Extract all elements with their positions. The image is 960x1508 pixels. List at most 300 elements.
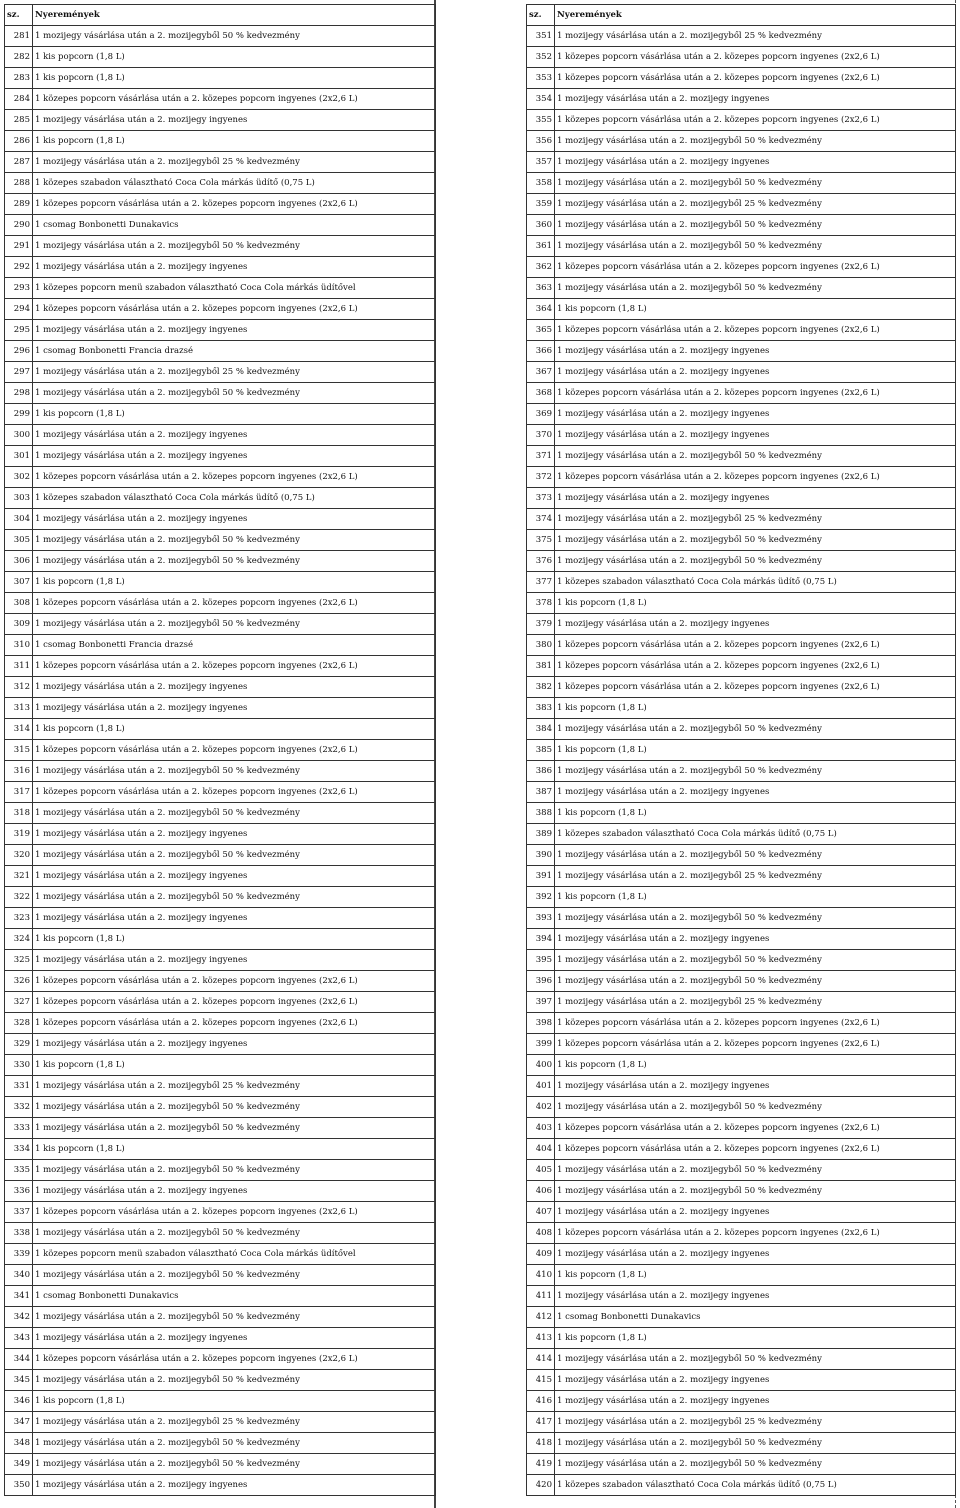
table-row bbox=[527, 593, 956, 614]
prize-description: 1 mozijegy vásárlása után a 2. mozijegy ingyenes bbox=[555, 614, 956, 635]
table-row bbox=[5, 1328, 436, 1349]
row-number: 420 bbox=[527, 1475, 555, 1496]
row-number: 406 bbox=[527, 1181, 555, 1202]
row-number: 342 bbox=[5, 1307, 33, 1328]
prize-description: 1 közepes popcorn vásárlása után a 2. közepes popcorn ingyenes (2x2,6 L) bbox=[555, 1118, 956, 1139]
table-row bbox=[527, 1370, 956, 1391]
table-row bbox=[527, 614, 956, 635]
prize-description: 1 mozijegy vásárlása után a 2. mozijegy ingyenes bbox=[33, 446, 436, 467]
row-number: 357 bbox=[527, 152, 555, 173]
row-number: 405 bbox=[527, 1160, 555, 1181]
prize-description: 1 közepes szabadon választható Coca Cola márkás üdítő (0,75 L) bbox=[555, 824, 956, 845]
prize-description: 1 kis popcorn (1,8 L) bbox=[555, 593, 956, 614]
prize-description: 1 mozijegy vásárlása után a 2. mozijegy ingyenes bbox=[555, 1202, 956, 1223]
prize-description: 1 mozijegy vásárlása után a 2. mozijegyből 50 % kedvezmény bbox=[555, 1097, 956, 1118]
prize-description: 1 kis popcorn (1,8 L) bbox=[33, 1139, 436, 1160]
prize-description: 1 közepes popcorn vásárlása után a 2. közepes popcorn ingyenes (2x2,6 L) bbox=[555, 635, 956, 656]
table-row bbox=[5, 89, 436, 110]
row-number: 414 bbox=[527, 1349, 555, 1370]
prize-description: 1 mozijegy vásárlása után a 2. mozijegy ingyenes bbox=[33, 698, 436, 719]
prize-table-left bbox=[4, 4, 436, 1496]
table-row bbox=[527, 173, 956, 194]
table-row bbox=[527, 866, 956, 887]
table-row bbox=[527, 1454, 956, 1475]
row-number: 309 bbox=[5, 614, 33, 635]
row-number: 322 bbox=[5, 887, 33, 908]
row-number: 340 bbox=[5, 1265, 33, 1286]
prize-description: 1 közepes popcorn vásárlása után a 2. közepes popcorn ingyenes (2x2,6 L) bbox=[33, 1349, 436, 1370]
prize-description: 1 kis popcorn (1,8 L) bbox=[33, 1055, 436, 1076]
row-number: 388 bbox=[527, 803, 555, 824]
row-number: 362 bbox=[527, 257, 555, 278]
table-row bbox=[5, 1181, 436, 1202]
table-row bbox=[5, 719, 436, 740]
row-number: 339 bbox=[5, 1244, 33, 1265]
table-row bbox=[527, 635, 956, 656]
prize-description: 1 mozijegy vásárlása után a 2. mozijegyből 50 % kedvezmény bbox=[33, 551, 436, 572]
prize-description: 1 mozijegy vásárlása után a 2. mozijegyből 50 % kedvezmény bbox=[555, 530, 956, 551]
row-number: 365 bbox=[527, 320, 555, 341]
table-row bbox=[527, 89, 956, 110]
prize-description: 1 mozijegy vásárlása után a 2. mozijegy ingyenes bbox=[33, 257, 436, 278]
row-number: 346 bbox=[5, 1391, 33, 1412]
row-number: 378 bbox=[527, 593, 555, 614]
row-number: 297 bbox=[5, 362, 33, 383]
header-prizes: Nyeremények bbox=[33, 5, 436, 26]
table-row bbox=[527, 1181, 956, 1202]
row-number: 412 bbox=[527, 1307, 555, 1328]
prize-description: 1 mozijegy vásárlása után a 2. mozijegyből 50 % kedvezmény bbox=[33, 1433, 436, 1454]
table-row bbox=[5, 1055, 436, 1076]
table-row bbox=[527, 320, 956, 341]
row-number: 385 bbox=[527, 740, 555, 761]
row-number: 390 bbox=[527, 845, 555, 866]
row-number: 303 bbox=[5, 488, 33, 509]
row-number: 317 bbox=[5, 782, 33, 803]
prize-description: 1 közepes popcorn vásárlása után a 2. közepes popcorn ingyenes (2x2,6 L) bbox=[33, 740, 436, 761]
prize-description: 1 mozijegy vásárlása után a 2. mozijegy ingyenes bbox=[555, 362, 956, 383]
table-row bbox=[5, 971, 436, 992]
prize-description: 1 közepes popcorn vásárlása után a 2. közepes popcorn ingyenes (2x2,6 L) bbox=[33, 971, 436, 992]
prize-description: 1 mozijegy vásárlása után a 2. mozijegyből 50 % kedvezmény bbox=[555, 971, 956, 992]
table-row bbox=[527, 1433, 956, 1454]
prize-description: 1 mozijegy vásárlása után a 2. mozijegy ingyenes bbox=[33, 908, 436, 929]
table-row bbox=[527, 110, 956, 131]
prize-description: 1 kis popcorn (1,8 L) bbox=[555, 740, 956, 761]
table-row bbox=[5, 26, 436, 47]
row-number: 380 bbox=[527, 635, 555, 656]
table-row bbox=[5, 1454, 436, 1475]
row-number: 304 bbox=[5, 509, 33, 530]
row-number: 316 bbox=[5, 761, 33, 782]
row-number: 356 bbox=[527, 131, 555, 152]
table-row bbox=[527, 824, 956, 845]
prize-description: 1 kis popcorn (1,8 L) bbox=[555, 1055, 956, 1076]
prize-description: 1 mozijegy vásárlása után a 2. mozijegyből 50 % kedvezmény bbox=[33, 1223, 436, 1244]
table-row bbox=[5, 1475, 436, 1496]
table-row bbox=[527, 971, 956, 992]
table-row bbox=[5, 194, 436, 215]
prize-description: 1 mozijegy vásárlása után a 2. mozijegy ingyenes bbox=[555, 1391, 956, 1412]
row-number: 294 bbox=[5, 299, 33, 320]
table-row bbox=[5, 68, 436, 89]
prize-description: 1 mozijegy vásárlása után a 2. mozijegyből 50 % kedvezmény bbox=[555, 950, 956, 971]
row-number: 318 bbox=[5, 803, 33, 824]
prize-description: 1 közepes popcorn vásárlása után a 2. közepes popcorn ingyenes (2x2,6 L) bbox=[555, 68, 956, 89]
row-number: 399 bbox=[527, 1034, 555, 1055]
table-row bbox=[527, 992, 956, 1013]
table-row bbox=[5, 509, 436, 530]
row-number: 391 bbox=[527, 866, 555, 887]
prize-description: 1 közepes popcorn menü szabadon választható Coca Cola márkás üdítővel bbox=[33, 1244, 436, 1265]
prize-description: 1 mozijegy vásárlása után a 2. mozijegy ingyenes bbox=[555, 1370, 956, 1391]
prize-description: 1 mozijegy vásárlása után a 2. mozijegy ingyenes bbox=[33, 950, 436, 971]
row-number: 307 bbox=[5, 572, 33, 593]
prize-description: 1 kis popcorn (1,8 L) bbox=[555, 803, 956, 824]
prize-description: 1 közepes popcorn vásárlása után a 2. közepes popcorn ingyenes (2x2,6 L) bbox=[33, 593, 436, 614]
table-row bbox=[527, 1475, 956, 1496]
prize-description: 1 mozijegy vásárlása után a 2. mozijegyből 25 % kedvezmény bbox=[555, 26, 956, 47]
row-number: 336 bbox=[5, 1181, 33, 1202]
row-number: 379 bbox=[527, 614, 555, 635]
row-number: 290 bbox=[5, 215, 33, 236]
table-row bbox=[527, 1286, 956, 1307]
prize-description: 1 közepes popcorn vásárlása után a 2. közepes popcorn ingyenes (2x2,6 L) bbox=[555, 110, 956, 131]
prize-description: 1 közepes popcorn vásárlása után a 2. közepes popcorn ingyenes (2x2,6 L) bbox=[555, 1223, 956, 1244]
row-number: 323 bbox=[5, 908, 33, 929]
table-row bbox=[5, 362, 436, 383]
table-row bbox=[527, 257, 956, 278]
table-row bbox=[5, 110, 436, 131]
table-row bbox=[527, 1307, 956, 1328]
table-row bbox=[5, 257, 436, 278]
prize-description: 1 mozijegy vásárlása után a 2. mozijegy ingyenes bbox=[555, 1244, 956, 1265]
table-row bbox=[527, 740, 956, 761]
prize-description: 1 mozijegy vásárlása után a 2. mozijegyből 50 % kedvezmény bbox=[33, 1160, 436, 1181]
table-row bbox=[5, 1118, 436, 1139]
prize-description: 1 közepes popcorn vásárlása után a 2. közepes popcorn ingyenes (2x2,6 L) bbox=[555, 47, 956, 68]
row-number: 305 bbox=[5, 530, 33, 551]
row-number: 310 bbox=[5, 635, 33, 656]
table-row bbox=[5, 404, 436, 425]
row-number: 308 bbox=[5, 593, 33, 614]
prize-description: 1 mozijegy vásárlása után a 2. mozijegyből 50 % kedvezmény bbox=[33, 614, 436, 635]
table-row bbox=[527, 1160, 956, 1181]
header-number: sz. bbox=[527, 5, 555, 26]
prize-description: 1 mozijegy vásárlása után a 2. mozijegy ingyenes bbox=[33, 677, 436, 698]
table-row bbox=[527, 1013, 956, 1034]
prize-description: 1 mozijegy vásárlása után a 2. mozijegyből 50 % kedvezmény bbox=[555, 845, 956, 866]
row-number: 332 bbox=[5, 1097, 33, 1118]
table-row bbox=[527, 425, 956, 446]
row-number: 369 bbox=[527, 404, 555, 425]
table-row bbox=[527, 761, 956, 782]
row-number: 334 bbox=[5, 1139, 33, 1160]
prize-description: 1 mozijegy vásárlása után a 2. mozijegy ingyenes bbox=[33, 1475, 436, 1496]
table-row bbox=[5, 1244, 436, 1265]
prize-description: 1 mozijegy vásárlása után a 2. mozijegy ingyenes bbox=[33, 866, 436, 887]
table-row bbox=[527, 404, 956, 425]
prize-description: 1 kis popcorn (1,8 L) bbox=[33, 1391, 436, 1412]
row-number: 287 bbox=[5, 152, 33, 173]
row-number: 359 bbox=[527, 194, 555, 215]
prize-description: 1 mozijegy vásárlása után a 2. mozijegyből 50 % kedvezmény bbox=[33, 530, 436, 551]
table-row bbox=[5, 131, 436, 152]
prize-description: 1 mozijegy vásárlása után a 2. mozijegy ingyenes bbox=[555, 89, 956, 110]
table-row bbox=[5, 551, 436, 572]
table-row bbox=[5, 467, 436, 488]
row-number: 314 bbox=[5, 719, 33, 740]
table-row bbox=[5, 698, 436, 719]
prize-description: 1 kis popcorn (1,8 L) bbox=[555, 887, 956, 908]
header-prizes: Nyeremények bbox=[555, 5, 956, 26]
prize-description: 1 mozijegy vásárlása után a 2. mozijegy ingyenes bbox=[555, 1286, 956, 1307]
row-number: 410 bbox=[527, 1265, 555, 1286]
table-row bbox=[5, 1412, 436, 1433]
prize-description: 1 közepes popcorn vásárlása után a 2. közepes popcorn ingyenes (2x2,6 L) bbox=[555, 656, 956, 677]
table-row bbox=[527, 26, 956, 47]
table-row bbox=[5, 299, 436, 320]
prize-description: 1 közepes popcorn vásárlása után a 2. közepes popcorn ingyenes (2x2,6 L) bbox=[555, 677, 956, 698]
prize-description: 1 mozijegy vásárlása után a 2. mozijegy ingyenes bbox=[555, 488, 956, 509]
table-row bbox=[5, 383, 436, 404]
prize-description: 1 mozijegy vásárlása után a 2. mozijegy ingyenes bbox=[555, 782, 956, 803]
row-number: 333 bbox=[5, 1118, 33, 1139]
table-row bbox=[527, 530, 956, 551]
prize-description: 1 közepes popcorn vásárlása után a 2. közepes popcorn ingyenes (2x2,6 L) bbox=[33, 299, 436, 320]
prize-description: 1 csomag Bonbonetti Dunakavics bbox=[33, 215, 436, 236]
row-number: 396 bbox=[527, 971, 555, 992]
row-number: 328 bbox=[5, 1013, 33, 1034]
table-row bbox=[527, 1034, 956, 1055]
table-row bbox=[5, 824, 436, 845]
table-row bbox=[527, 236, 956, 257]
row-number: 367 bbox=[527, 362, 555, 383]
row-number: 301 bbox=[5, 446, 33, 467]
row-number: 366 bbox=[527, 341, 555, 362]
table-row bbox=[527, 719, 956, 740]
row-number: 397 bbox=[527, 992, 555, 1013]
prize-description: 1 mozijegy vásárlása után a 2. mozijegyből 50 % kedvezmény bbox=[555, 551, 956, 572]
row-number: 296 bbox=[5, 341, 33, 362]
table-row bbox=[5, 950, 436, 971]
prize-description: 1 közepes popcorn vásárlása után a 2. közepes popcorn ingyenes (2x2,6 L) bbox=[555, 467, 956, 488]
prize-description: 1 mozijegy vásárlása után a 2. mozijegyből 50 % kedvezmény bbox=[33, 845, 436, 866]
prize-description: 1 mozijegy vásárlása után a 2. mozijegy ingyenes bbox=[555, 425, 956, 446]
row-number: 321 bbox=[5, 866, 33, 887]
row-number: 299 bbox=[5, 404, 33, 425]
row-number: 389 bbox=[527, 824, 555, 845]
prize-description: 1 mozijegy vásárlása után a 2. mozijegyből 50 % kedvezmény bbox=[33, 1370, 436, 1391]
table-header-row bbox=[5, 5, 436, 26]
row-number: 341 bbox=[5, 1286, 33, 1307]
row-number: 417 bbox=[527, 1412, 555, 1433]
row-number: 407 bbox=[527, 1202, 555, 1223]
row-number: 393 bbox=[527, 908, 555, 929]
table-row bbox=[527, 1349, 956, 1370]
prize-description: 1 közepes popcorn vásárlása után a 2. közepes popcorn ingyenes (2x2,6 L) bbox=[33, 89, 436, 110]
table-row bbox=[527, 299, 956, 320]
prize-description: 1 mozijegy vásárlása után a 2. mozijegy ingyenes bbox=[33, 1181, 436, 1202]
row-number: 302 bbox=[5, 467, 33, 488]
table-row bbox=[5, 845, 436, 866]
row-number: 368 bbox=[527, 383, 555, 404]
table-row bbox=[5, 341, 436, 362]
prize-description: 1 közepes popcorn vásárlása után a 2. közepes popcorn ingyenes (2x2,6 L) bbox=[33, 194, 436, 215]
row-number: 377 bbox=[527, 572, 555, 593]
table-row bbox=[5, 593, 436, 614]
table-row bbox=[527, 1097, 956, 1118]
prize-description: 1 kis popcorn (1,8 L) bbox=[555, 1328, 956, 1349]
table-row bbox=[527, 1055, 956, 1076]
prize-description: 1 mozijegy vásárlása után a 2. mozijegyből 25 % kedvezmény bbox=[33, 1076, 436, 1097]
row-number: 403 bbox=[527, 1118, 555, 1139]
table-row bbox=[5, 761, 436, 782]
row-number: 283 bbox=[5, 68, 33, 89]
prize-description: 1 mozijegy vásárlása után a 2. mozijegyből 50 % kedvezmény bbox=[33, 1307, 436, 1328]
prize-description: 1 közepes popcorn vásárlása után a 2. közepes popcorn ingyenes (2x2,6 L) bbox=[555, 1139, 956, 1160]
table-row bbox=[527, 1076, 956, 1097]
table-row bbox=[5, 173, 436, 194]
row-number: 409 bbox=[527, 1244, 555, 1265]
row-number: 292 bbox=[5, 257, 33, 278]
table-row bbox=[5, 1076, 436, 1097]
table-row bbox=[5, 1160, 436, 1181]
row-number: 344 bbox=[5, 1349, 33, 1370]
prize-description: 1 közepes szabadon választható Coca Cola márkás üdítő (0,75 L) bbox=[33, 173, 436, 194]
row-number: 376 bbox=[527, 551, 555, 572]
row-number: 312 bbox=[5, 677, 33, 698]
row-number: 291 bbox=[5, 236, 33, 257]
row-number: 313 bbox=[5, 698, 33, 719]
row-number: 398 bbox=[527, 1013, 555, 1034]
table-row bbox=[5, 1034, 436, 1055]
row-number: 326 bbox=[5, 971, 33, 992]
row-number: 281 bbox=[5, 26, 33, 47]
table-row bbox=[527, 887, 956, 908]
row-number: 315 bbox=[5, 740, 33, 761]
row-number: 411 bbox=[527, 1286, 555, 1307]
prize-description: 1 mozijegy vásárlása után a 2. mozijegyből 50 % kedvezmény bbox=[555, 719, 956, 740]
row-number: 285 bbox=[5, 110, 33, 131]
prize-description: 1 közepes popcorn menü szabadon választható Coca Cola márkás üdítővel bbox=[33, 278, 436, 299]
row-number: 384 bbox=[527, 719, 555, 740]
row-number: 335 bbox=[5, 1160, 33, 1181]
table-row bbox=[5, 1286, 436, 1307]
row-number: 400 bbox=[527, 1055, 555, 1076]
prize-description: 1 csomag Bonbonetti Dunakavics bbox=[33, 1286, 436, 1307]
row-number: 381 bbox=[527, 656, 555, 677]
prize-description: 1 mozijegy vásárlása után a 2. mozijegy ingyenes bbox=[555, 152, 956, 173]
table-row bbox=[527, 341, 956, 362]
row-number: 371 bbox=[527, 446, 555, 467]
table-row bbox=[5, 929, 436, 950]
row-number: 325 bbox=[5, 950, 33, 971]
table-row bbox=[5, 614, 436, 635]
prize-description: 1 közepes popcorn vásárlása után a 2. közepes popcorn ingyenes (2x2,6 L) bbox=[555, 383, 956, 404]
row-number: 363 bbox=[527, 278, 555, 299]
prize-description: 1 mozijegy vásárlása után a 2. mozijegyből 50 % kedvezmény bbox=[33, 761, 436, 782]
row-number: 382 bbox=[527, 677, 555, 698]
row-number: 402 bbox=[527, 1097, 555, 1118]
table-row bbox=[527, 677, 956, 698]
row-number: 282 bbox=[5, 47, 33, 68]
prize-description: 1 mozijegy vásárlása után a 2. mozijegyből 50 % kedvezmény bbox=[555, 131, 956, 152]
row-number: 293 bbox=[5, 278, 33, 299]
row-number: 331 bbox=[5, 1076, 33, 1097]
row-number: 373 bbox=[527, 488, 555, 509]
prize-description: 1 mozijegy vásárlása után a 2. mozijegyből 25 % kedvezmény bbox=[555, 194, 956, 215]
prize-description: 1 mozijegy vásárlása után a 2. mozijegyből 50 % kedvezmény bbox=[555, 1160, 956, 1181]
prize-description: 1 mozijegy vásárlása után a 2. mozijegy ingyenes bbox=[33, 509, 436, 530]
table-row bbox=[527, 656, 956, 677]
prize-description: 1 közepes popcorn vásárlása után a 2. közepes popcorn ingyenes (2x2,6 L) bbox=[33, 656, 436, 677]
table-row bbox=[5, 1265, 436, 1286]
table-row bbox=[5, 656, 436, 677]
row-number: 289 bbox=[5, 194, 33, 215]
table-row bbox=[527, 152, 956, 173]
prize-description: 1 mozijegy vásárlása után a 2. mozijegyből 50 % kedvezmény bbox=[555, 1433, 956, 1454]
row-number: 300 bbox=[5, 425, 33, 446]
table-row bbox=[527, 1139, 956, 1160]
table-row bbox=[527, 68, 956, 89]
row-number: 418 bbox=[527, 1433, 555, 1454]
prize-description: 1 mozijegy vásárlása után a 2. mozijegyből 50 % kedvezmény bbox=[33, 26, 436, 47]
row-number: 360 bbox=[527, 215, 555, 236]
row-number: 350 bbox=[5, 1475, 33, 1496]
prize-description: 1 közepes popcorn vásárlása után a 2. közepes popcorn ingyenes (2x2,6 L) bbox=[555, 1013, 956, 1034]
prize-description: 1 mozijegy vásárlása után a 2. mozijegy ingyenes bbox=[33, 110, 436, 131]
prize-description: 1 mozijegy vásárlása után a 2. mozijegyből 50 % kedvezmény bbox=[555, 236, 956, 257]
table-row bbox=[527, 845, 956, 866]
row-number: 361 bbox=[527, 236, 555, 257]
row-number: 387 bbox=[527, 782, 555, 803]
row-number: 327 bbox=[5, 992, 33, 1013]
table-row bbox=[5, 635, 436, 656]
row-number: 358 bbox=[527, 173, 555, 194]
table-row bbox=[527, 194, 956, 215]
table-row bbox=[527, 47, 956, 68]
table-row bbox=[527, 215, 956, 236]
prize-description: 1 csomag Bonbonetti Dunakavics bbox=[555, 1307, 956, 1328]
prize-description: 1 közepes szabadon választható Coca Cola márkás üdítő (0,75 L) bbox=[555, 572, 956, 593]
row-number: 343 bbox=[5, 1328, 33, 1349]
prize-description: 1 mozijegy vásárlása után a 2. mozijegyből 50 % kedvezmény bbox=[555, 446, 956, 467]
table-row bbox=[527, 950, 956, 971]
table-row bbox=[5, 782, 436, 803]
table-row bbox=[527, 383, 956, 404]
prize-description: 1 közepes popcorn vásárlása után a 2. közepes popcorn ingyenes (2x2,6 L) bbox=[555, 257, 956, 278]
row-number: 374 bbox=[527, 509, 555, 530]
table-row bbox=[527, 488, 956, 509]
row-number: 372 bbox=[527, 467, 555, 488]
table-row bbox=[5, 1223, 436, 1244]
prize-description: 1 mozijegy vásárlása után a 2. mozijegyből 50 % kedvezmény bbox=[33, 1265, 436, 1286]
prize-description: 1 csomag Bonbonetti Francia drazsé bbox=[33, 341, 436, 362]
prize-description: 1 mozijegy vásárlása után a 2. mozijegy ingyenes bbox=[33, 1034, 436, 1055]
row-number: 395 bbox=[527, 950, 555, 971]
table-row bbox=[527, 1223, 956, 1244]
table-row bbox=[5, 887, 436, 908]
row-number: 348 bbox=[5, 1433, 33, 1454]
prize-description: 1 kis popcorn (1,8 L) bbox=[33, 131, 436, 152]
prize-description: 1 mozijegy vásárlása után a 2. mozijegy ingyenes bbox=[555, 929, 956, 950]
prize-description: 1 mozijegy vásárlása után a 2. mozijegyből 25 % kedvezmény bbox=[555, 509, 956, 530]
row-number: 375 bbox=[527, 530, 555, 551]
prize-description: 1 mozijegy vásárlása után a 2. mozijegyből 50 % kedvezmény bbox=[33, 1454, 436, 1475]
header-number: sz. bbox=[5, 5, 33, 26]
table-row bbox=[5, 740, 436, 761]
